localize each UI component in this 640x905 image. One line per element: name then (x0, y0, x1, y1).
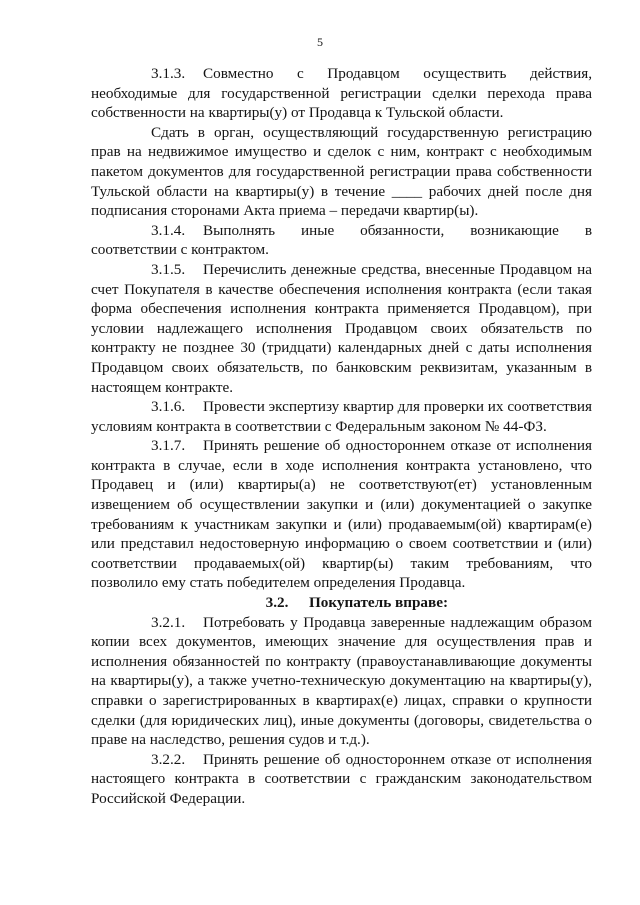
document-body (91, 64, 592, 809)
clause-number: 3.1.5. (151, 260, 186, 278)
clause-text: Выполнять иные обязанности, возникающие в соответствии с контрактом. (91, 221, 592, 259)
clause-text: Потребовать у Продавца заверенные надлежащим образом копии всех документов, имеющих значение для осуществления прав и исполнения обязанностей по контракту (правоустанавливающие документы на квартиры(у), а также учетно-техническую документацию на квартиры(у), справки о зарегистрированных в квартирах(е) лицах, справки о крупности сделки (для юридических лиц), иные документы (договоры, свидетельства о праве на наследство, решения судов и т.д.). (91, 613, 592, 749)
clause-text: Совместно с Продавцом осуществить действия, необходимые для государственной регистрации сделки перехода права собственности на квартиры(у) от Продавца к Тульской области. (91, 65, 592, 122)
clause-text: Перечислить денежные средства, внесенные Продавцом на счет Покупателя в качестве обеспечения исполнения контракта (если такая форма обеспечения исполнения контракта применяется Продавцом), при условии надлежащего исполнения Продавцом своих обязательств по контракту не позднее 30 (тридцати) календарных дней с даты исполнения Продавцом своих обязательств, по банковским реквизитам, указанным в настоящем контракте. (91, 260, 592, 396)
section-title: Покупатель вправе: (308, 594, 449, 612)
clause-number: 3.1.4. (151, 221, 186, 239)
clause-text: Принять решение об одностороннем отказе от исполнения настоящего контракта в соответствии с гражданским законодательством Российской Федерации. (91, 750, 592, 807)
clause-number: 3.1.7. (151, 437, 186, 455)
clause-number: 3.1.3. (151, 65, 186, 82)
clause-number: 3.2.2. (151, 750, 186, 768)
clause-number: 3.2.1. (151, 613, 186, 631)
clause-text: Принять решение об одностороннем отказе от исполнения контракта в случае, если в ходе исполнения контракта установлено, что Продавец и (или) квартиры(а) не соответствуют(ет) установленным извещением об осуществлении закупки и (или) документацией о закупке требованиям к участникам закупки и (или) продаваемым(ой) квартирам(е) или представил недостоверную информацию о своем соответствии и (или) соответствии продаваемых(ой) квартир(ы) таким требованиям, что позволило ему стать победителем определения Продавца. (91, 437, 592, 592)
clause-3-1-4 (91, 221, 592, 260)
clause-3-2-1 (91, 613, 592, 750)
clause-3-1-3 (91, 64, 592, 123)
clause-3-1-3-continuation (91, 123, 592, 221)
page-number: 5 (317, 35, 323, 49)
section-number: 3.2. (265, 594, 289, 612)
clause-3-2-2 (91, 750, 592, 809)
clause-3-1-6 (91, 397, 592, 436)
clause-text: Сдать в орган, осуществляющий государственную регистрацию прав на недвижимое имущество и сделок с ним, контракт с необходимым пакетом документов для государственной регистрации права собственности Тульской области на квартиры(у) в течение ____ рабочих дней после дня подписания сторонами Акта приема – передачи квартир(ы). (91, 123, 592, 220)
clause-3-1-5 (91, 260, 592, 397)
section-heading-3-2 (91, 593, 592, 613)
clause-text: Провести экспертизу квартир для проверки их соответствия условиям контракта в соответствии с Федеральным законом № 44-ФЗ. (91, 398, 592, 435)
clause-3-1-7 (91, 436, 592, 593)
clause-number: 3.1.6. (151, 398, 186, 416)
